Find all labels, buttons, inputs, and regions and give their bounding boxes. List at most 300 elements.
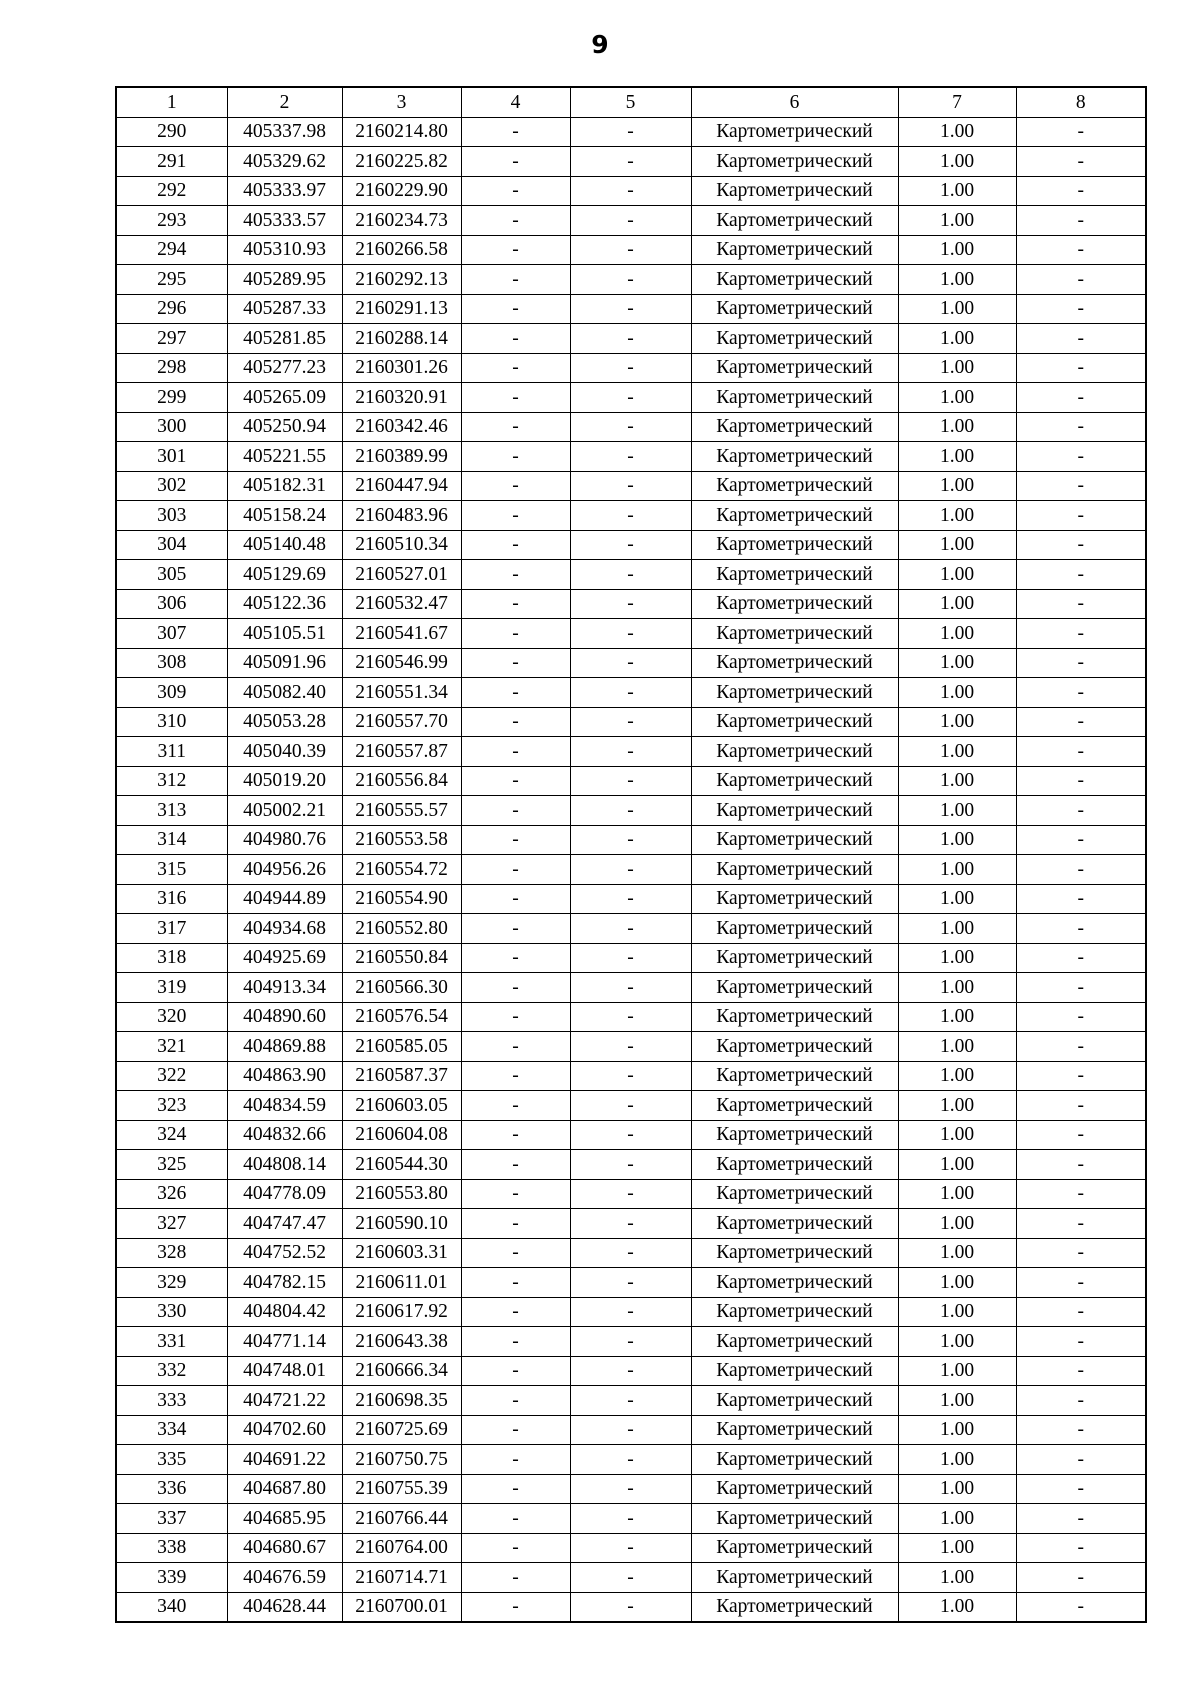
x-coordinate-cell: 405105.51: [227, 619, 342, 649]
column-5-cell: -: [570, 619, 691, 649]
table-row: [116, 1268, 1146, 1298]
column-5-cell: -: [570, 471, 691, 501]
accuracy-cell: 1.00: [898, 678, 1016, 708]
accuracy-cell: 1.00: [898, 1563, 1016, 1593]
method-cell: Картометрический: [691, 1592, 898, 1622]
column-4-cell: -: [461, 914, 570, 944]
method-cell: Картометрический: [691, 353, 898, 383]
x-coordinate-cell: 405329.62: [227, 147, 342, 177]
column-5-cell: -: [570, 707, 691, 737]
accuracy-cell: 1.00: [898, 1209, 1016, 1239]
column-4-cell: -: [461, 1297, 570, 1327]
column-5-cell: -: [570, 796, 691, 826]
column-4-cell: -: [461, 383, 570, 413]
table-row: [116, 1238, 1146, 1268]
accuracy-cell: 1.00: [898, 1091, 1016, 1121]
column-4-cell: -: [461, 1474, 570, 1504]
column-5-cell: -: [570, 943, 691, 973]
method-cell: Картометрический: [691, 707, 898, 737]
table-row: [116, 206, 1146, 236]
column-5-cell: -: [570, 737, 691, 767]
x-coordinate-cell: 404956.26: [227, 855, 342, 885]
accuracy-cell: 1.00: [898, 1061, 1016, 1091]
y-coordinate-cell: 2160700.01: [342, 1592, 461, 1622]
column-8-cell: -: [1016, 1415, 1146, 1445]
header-row: [116, 87, 1146, 117]
column-4-cell: -: [461, 589, 570, 619]
column-8-cell: -: [1016, 1209, 1146, 1239]
point-number-cell: 295: [116, 265, 227, 295]
table-row: [116, 235, 1146, 265]
column-4-cell: -: [461, 117, 570, 147]
table-row: [116, 530, 1146, 560]
column-4-cell: -: [461, 943, 570, 973]
column-8-cell: -: [1016, 914, 1146, 944]
accuracy-cell: 1.00: [898, 1327, 1016, 1357]
point-number-cell: 340: [116, 1592, 227, 1622]
x-coordinate-cell: 405122.36: [227, 589, 342, 619]
method-cell: Картометрический: [691, 1356, 898, 1386]
column-header: 7: [898, 87, 1016, 117]
y-coordinate-cell: 2160750.75: [342, 1445, 461, 1475]
method-cell: Картометрический: [691, 471, 898, 501]
column-4-cell: -: [461, 884, 570, 914]
accuracy-cell: 1.00: [898, 1474, 1016, 1504]
method-cell: Картометрический: [691, 619, 898, 649]
point-number-cell: 302: [116, 471, 227, 501]
x-coordinate-cell: 404782.15: [227, 1268, 342, 1298]
accuracy-cell: 1.00: [898, 796, 1016, 826]
column-8-cell: -: [1016, 1120, 1146, 1150]
table-row: [116, 1386, 1146, 1416]
column-header: 8: [1016, 87, 1146, 117]
column-8-cell: -: [1016, 412, 1146, 442]
point-number-cell: 307: [116, 619, 227, 649]
x-coordinate-cell: 404804.42: [227, 1297, 342, 1327]
x-coordinate-cell: 405277.23: [227, 353, 342, 383]
table-row: [116, 324, 1146, 354]
y-coordinate-cell: 2160604.08: [342, 1120, 461, 1150]
y-coordinate-cell: 2160617.92: [342, 1297, 461, 1327]
x-coordinate-cell: 404890.60: [227, 1002, 342, 1032]
column-5-cell: -: [570, 176, 691, 206]
y-coordinate-cell: 2160554.72: [342, 855, 461, 885]
column-header: 2: [227, 87, 342, 117]
accuracy-cell: 1.00: [898, 412, 1016, 442]
accuracy-cell: 1.00: [898, 1120, 1016, 1150]
table-row: [116, 1327, 1146, 1357]
y-coordinate-cell: 2160551.34: [342, 678, 461, 708]
y-coordinate-cell: 2160301.26: [342, 353, 461, 383]
x-coordinate-cell: 404680.67: [227, 1533, 342, 1563]
method-cell: Картометрический: [691, 1504, 898, 1534]
method-cell: Картометрический: [691, 1061, 898, 1091]
x-coordinate-cell: 405158.24: [227, 501, 342, 531]
column-4-cell: -: [461, 1327, 570, 1357]
x-coordinate-cell: 404747.47: [227, 1209, 342, 1239]
x-coordinate-cell: 404778.09: [227, 1179, 342, 1209]
column-4-cell: -: [461, 1415, 570, 1445]
column-4-cell: -: [461, 1091, 570, 1121]
table-row: [116, 412, 1146, 442]
point-number-cell: 301: [116, 442, 227, 472]
point-number-cell: 319: [116, 973, 227, 1003]
column-5-cell: -: [570, 825, 691, 855]
y-coordinate-cell: 2160590.10: [342, 1209, 461, 1239]
y-coordinate-cell: 2160389.99: [342, 442, 461, 472]
column-4-cell: -: [461, 1386, 570, 1416]
column-4-cell: -: [461, 501, 570, 531]
accuracy-cell: 1.00: [898, 1445, 1016, 1475]
column-8-cell: -: [1016, 1563, 1146, 1593]
table-row: [116, 147, 1146, 177]
x-coordinate-cell: 404980.76: [227, 825, 342, 855]
point-number-cell: 312: [116, 766, 227, 796]
x-coordinate-cell: 405182.31: [227, 471, 342, 501]
column-5-cell: -: [570, 1386, 691, 1416]
table-row: [116, 1445, 1146, 1475]
method-cell: Картометрический: [691, 1533, 898, 1563]
y-coordinate-cell: 2160764.00: [342, 1533, 461, 1563]
method-cell: Картометрический: [691, 206, 898, 236]
table-row: [116, 1209, 1146, 1239]
table-row: [116, 707, 1146, 737]
column-5-cell: -: [570, 294, 691, 324]
column-5-cell: -: [570, 1356, 691, 1386]
point-number-cell: 339: [116, 1563, 227, 1593]
x-coordinate-cell: 404913.34: [227, 973, 342, 1003]
point-number-cell: 306: [116, 589, 227, 619]
point-number-cell: 326: [116, 1179, 227, 1209]
column-4-cell: -: [461, 560, 570, 590]
column-4-cell: -: [461, 1179, 570, 1209]
column-header: 3: [342, 87, 461, 117]
y-coordinate-cell: 2160447.94: [342, 471, 461, 501]
column-8-cell: -: [1016, 884, 1146, 914]
table-row: [116, 1415, 1146, 1445]
point-number-cell: 323: [116, 1091, 227, 1121]
point-number-cell: 332: [116, 1356, 227, 1386]
y-coordinate-cell: 2160555.57: [342, 796, 461, 826]
point-number-cell: 293: [116, 206, 227, 236]
column-4-cell: -: [461, 1268, 570, 1298]
column-5-cell: -: [570, 530, 691, 560]
column-4-cell: -: [461, 442, 570, 472]
column-4-cell: -: [461, 412, 570, 442]
accuracy-cell: 1.00: [898, 324, 1016, 354]
y-coordinate-cell: 2160266.58: [342, 235, 461, 265]
accuracy-cell: 1.00: [898, 1386, 1016, 1416]
column-5-cell: -: [570, 1179, 691, 1209]
y-coordinate-cell: 2160755.39: [342, 1474, 461, 1504]
y-coordinate-cell: 2160556.84: [342, 766, 461, 796]
table-row: [116, 766, 1146, 796]
column-5-cell: -: [570, 1032, 691, 1062]
column-8-cell: -: [1016, 1386, 1146, 1416]
column-5-cell: -: [570, 235, 691, 265]
column-4-cell: -: [461, 1238, 570, 1268]
table-row: [116, 294, 1146, 324]
x-coordinate-cell: 405082.40: [227, 678, 342, 708]
point-number-cell: 303: [116, 501, 227, 531]
accuracy-cell: 1.00: [898, 294, 1016, 324]
table-row: [116, 737, 1146, 767]
table-row: [116, 1474, 1146, 1504]
table-row: [116, 1356, 1146, 1386]
column-header: 5: [570, 87, 691, 117]
y-coordinate-cell: 2160725.69: [342, 1415, 461, 1445]
point-number-cell: 297: [116, 324, 227, 354]
table-row: [116, 117, 1146, 147]
method-cell: Картометрический: [691, 1297, 898, 1327]
table-row: [116, 1120, 1146, 1150]
y-coordinate-cell: 2160643.38: [342, 1327, 461, 1357]
table-row: [116, 973, 1146, 1003]
x-coordinate-cell: 404676.59: [227, 1563, 342, 1593]
table-header: [116, 87, 1146, 117]
point-number-cell: 318: [116, 943, 227, 973]
method-cell: Картометрический: [691, 914, 898, 944]
x-coordinate-cell: 405287.33: [227, 294, 342, 324]
point-number-cell: 292: [116, 176, 227, 206]
column-5-cell: -: [570, 1238, 691, 1268]
column-8-cell: -: [1016, 1356, 1146, 1386]
x-coordinate-cell: 404944.89: [227, 884, 342, 914]
column-4-cell: -: [461, 206, 570, 236]
y-coordinate-cell: 2160544.30: [342, 1150, 461, 1180]
table-row: [116, 1563, 1146, 1593]
point-number-cell: 317: [116, 914, 227, 944]
column-5-cell: -: [570, 1592, 691, 1622]
point-number-cell: 314: [116, 825, 227, 855]
x-coordinate-cell: 404685.95: [227, 1504, 342, 1534]
column-4-cell: -: [461, 1209, 570, 1239]
y-coordinate-cell: 2160550.84: [342, 943, 461, 973]
table-row: [116, 383, 1146, 413]
column-5-cell: -: [570, 1061, 691, 1091]
column-4-cell: -: [461, 973, 570, 1003]
column-4-cell: -: [461, 147, 570, 177]
table-row: [116, 796, 1146, 826]
x-coordinate-cell: 404834.59: [227, 1091, 342, 1121]
column-8-cell: -: [1016, 560, 1146, 590]
accuracy-cell: 1.00: [898, 235, 1016, 265]
column-8-cell: -: [1016, 766, 1146, 796]
column-5-cell: -: [570, 501, 691, 531]
column-8-cell: -: [1016, 1474, 1146, 1504]
y-coordinate-cell: 2160553.80: [342, 1179, 461, 1209]
column-8-cell: -: [1016, 530, 1146, 560]
column-4-cell: -: [461, 737, 570, 767]
x-coordinate-cell: 404748.01: [227, 1356, 342, 1386]
method-cell: Картометрический: [691, 442, 898, 472]
x-coordinate-cell: 404687.80: [227, 1474, 342, 1504]
column-header: 1: [116, 87, 227, 117]
column-8-cell: -: [1016, 353, 1146, 383]
column-5-cell: -: [570, 1150, 691, 1180]
y-coordinate-cell: 2160714.71: [342, 1563, 461, 1593]
y-coordinate-cell: 2160527.01: [342, 560, 461, 590]
column-4-cell: -: [461, 294, 570, 324]
column-8-cell: -: [1016, 1297, 1146, 1327]
table-row: [116, 1032, 1146, 1062]
column-5-cell: -: [570, 383, 691, 413]
column-4-cell: -: [461, 1120, 570, 1150]
method-cell: Картометрический: [691, 294, 898, 324]
y-coordinate-cell: 2160603.05: [342, 1091, 461, 1121]
method-cell: Картометрический: [691, 1563, 898, 1593]
column-8-cell: -: [1016, 471, 1146, 501]
method-cell: Картометрический: [691, 1474, 898, 1504]
column-5-cell: -: [570, 973, 691, 1003]
method-cell: Картометрический: [691, 1002, 898, 1032]
column-4-cell: -: [461, 855, 570, 885]
y-coordinate-cell: 2160611.01: [342, 1268, 461, 1298]
point-number-cell: 300: [116, 412, 227, 442]
y-coordinate-cell: 2160557.70: [342, 707, 461, 737]
method-cell: Картометрический: [691, 1327, 898, 1357]
column-8-cell: -: [1016, 1002, 1146, 1032]
column-4-cell: -: [461, 530, 570, 560]
point-number-cell: 294: [116, 235, 227, 265]
column-4-cell: -: [461, 1504, 570, 1534]
method-cell: Картометрический: [691, 1415, 898, 1445]
y-coordinate-cell: 2160552.80: [342, 914, 461, 944]
y-coordinate-cell: 2160557.87: [342, 737, 461, 767]
point-number-cell: 322: [116, 1061, 227, 1091]
column-8-cell: -: [1016, 589, 1146, 619]
accuracy-cell: 1.00: [898, 737, 1016, 767]
column-4-cell: -: [461, 648, 570, 678]
column-5-cell: -: [570, 412, 691, 442]
point-number-cell: 308: [116, 648, 227, 678]
accuracy-cell: 1.00: [898, 176, 1016, 206]
table-row: [116, 589, 1146, 619]
table-row: [116, 855, 1146, 885]
y-coordinate-cell: 2160225.82: [342, 147, 461, 177]
column-5-cell: -: [570, 884, 691, 914]
column-4-cell: -: [461, 1150, 570, 1180]
method-cell: Картометрический: [691, 1179, 898, 1209]
y-coordinate-cell: 2160291.13: [342, 294, 461, 324]
y-coordinate-cell: 2160546.99: [342, 648, 461, 678]
accuracy-cell: 1.00: [898, 147, 1016, 177]
column-5-cell: -: [570, 1533, 691, 1563]
table-row: [116, 353, 1146, 383]
column-8-cell: -: [1016, 943, 1146, 973]
accuracy-cell: 1.00: [898, 1268, 1016, 1298]
table-row: [116, 1533, 1146, 1563]
x-coordinate-cell: 404752.52: [227, 1238, 342, 1268]
method-cell: Картометрический: [691, 530, 898, 560]
column-4-cell: -: [461, 707, 570, 737]
x-coordinate-cell: 405265.09: [227, 383, 342, 413]
table-row: [116, 1002, 1146, 1032]
method-cell: Картометрический: [691, 265, 898, 295]
accuracy-cell: 1.00: [898, 855, 1016, 885]
point-number-cell: 320: [116, 1002, 227, 1032]
table-row: [116, 1091, 1146, 1121]
method-cell: Картометрический: [691, 1032, 898, 1062]
column-8-cell: -: [1016, 265, 1146, 295]
column-5-cell: -: [570, 324, 691, 354]
x-coordinate-cell: 404628.44: [227, 1592, 342, 1622]
point-number-cell: 334: [116, 1415, 227, 1445]
y-coordinate-cell: 2160510.34: [342, 530, 461, 560]
accuracy-cell: 1.00: [898, 707, 1016, 737]
column-8-cell: -: [1016, 147, 1146, 177]
x-coordinate-cell: 405250.94: [227, 412, 342, 442]
accuracy-cell: 1.00: [898, 117, 1016, 147]
column-4-cell: -: [461, 235, 570, 265]
point-number-cell: 291: [116, 147, 227, 177]
accuracy-cell: 1.00: [898, 1297, 1016, 1327]
column-4-cell: -: [461, 766, 570, 796]
x-coordinate-cell: 405129.69: [227, 560, 342, 590]
method-cell: Картометрический: [691, 737, 898, 767]
method-cell: Картометрический: [691, 1386, 898, 1416]
point-number-cell: 325: [116, 1150, 227, 1180]
y-coordinate-cell: 2160234.73: [342, 206, 461, 236]
column-4-cell: -: [461, 471, 570, 501]
method-cell: Картометрический: [691, 825, 898, 855]
column-8-cell: -: [1016, 442, 1146, 472]
accuracy-cell: 1.00: [898, 825, 1016, 855]
column-8-cell: -: [1016, 383, 1146, 413]
y-coordinate-cell: 2160320.91: [342, 383, 461, 413]
column-4-cell: -: [461, 324, 570, 354]
accuracy-cell: 1.00: [898, 589, 1016, 619]
accuracy-cell: 1.00: [898, 1150, 1016, 1180]
method-cell: Картометрический: [691, 1445, 898, 1475]
accuracy-cell: 1.00: [898, 884, 1016, 914]
accuracy-cell: 1.00: [898, 1002, 1016, 1032]
x-coordinate-cell: 405289.95: [227, 265, 342, 295]
table-row: [116, 1179, 1146, 1209]
column-5-cell: -: [570, 353, 691, 383]
point-number-cell: 310: [116, 707, 227, 737]
column-5-cell: -: [570, 206, 691, 236]
point-number-cell: 316: [116, 884, 227, 914]
accuracy-cell: 1.00: [898, 471, 1016, 501]
y-coordinate-cell: 2160585.05: [342, 1032, 461, 1062]
column-8-cell: -: [1016, 1533, 1146, 1563]
point-number-cell: 335: [116, 1445, 227, 1475]
point-number-cell: 331: [116, 1327, 227, 1357]
method-cell: Картометрический: [691, 1150, 898, 1180]
method-cell: Картометрический: [691, 383, 898, 413]
column-8-cell: -: [1016, 825, 1146, 855]
column-8-cell: -: [1016, 1238, 1146, 1268]
y-coordinate-cell: 2160342.46: [342, 412, 461, 442]
y-coordinate-cell: 2160587.37: [342, 1061, 461, 1091]
accuracy-cell: 1.00: [898, 501, 1016, 531]
x-coordinate-cell: 404702.60: [227, 1415, 342, 1445]
column-4-cell: -: [461, 265, 570, 295]
column-5-cell: -: [570, 442, 691, 472]
column-5-cell: -: [570, 1504, 691, 1534]
column-8-cell: -: [1016, 1179, 1146, 1209]
table-row: [116, 884, 1146, 914]
table-row: [116, 1297, 1146, 1327]
method-cell: Картометрический: [691, 796, 898, 826]
point-number-cell: 338: [116, 1533, 227, 1563]
x-coordinate-cell: 405053.28: [227, 707, 342, 737]
column-5-cell: -: [570, 766, 691, 796]
column-8-cell: -: [1016, 1268, 1146, 1298]
x-coordinate-cell: 405091.96: [227, 648, 342, 678]
table-row: [116, 442, 1146, 472]
